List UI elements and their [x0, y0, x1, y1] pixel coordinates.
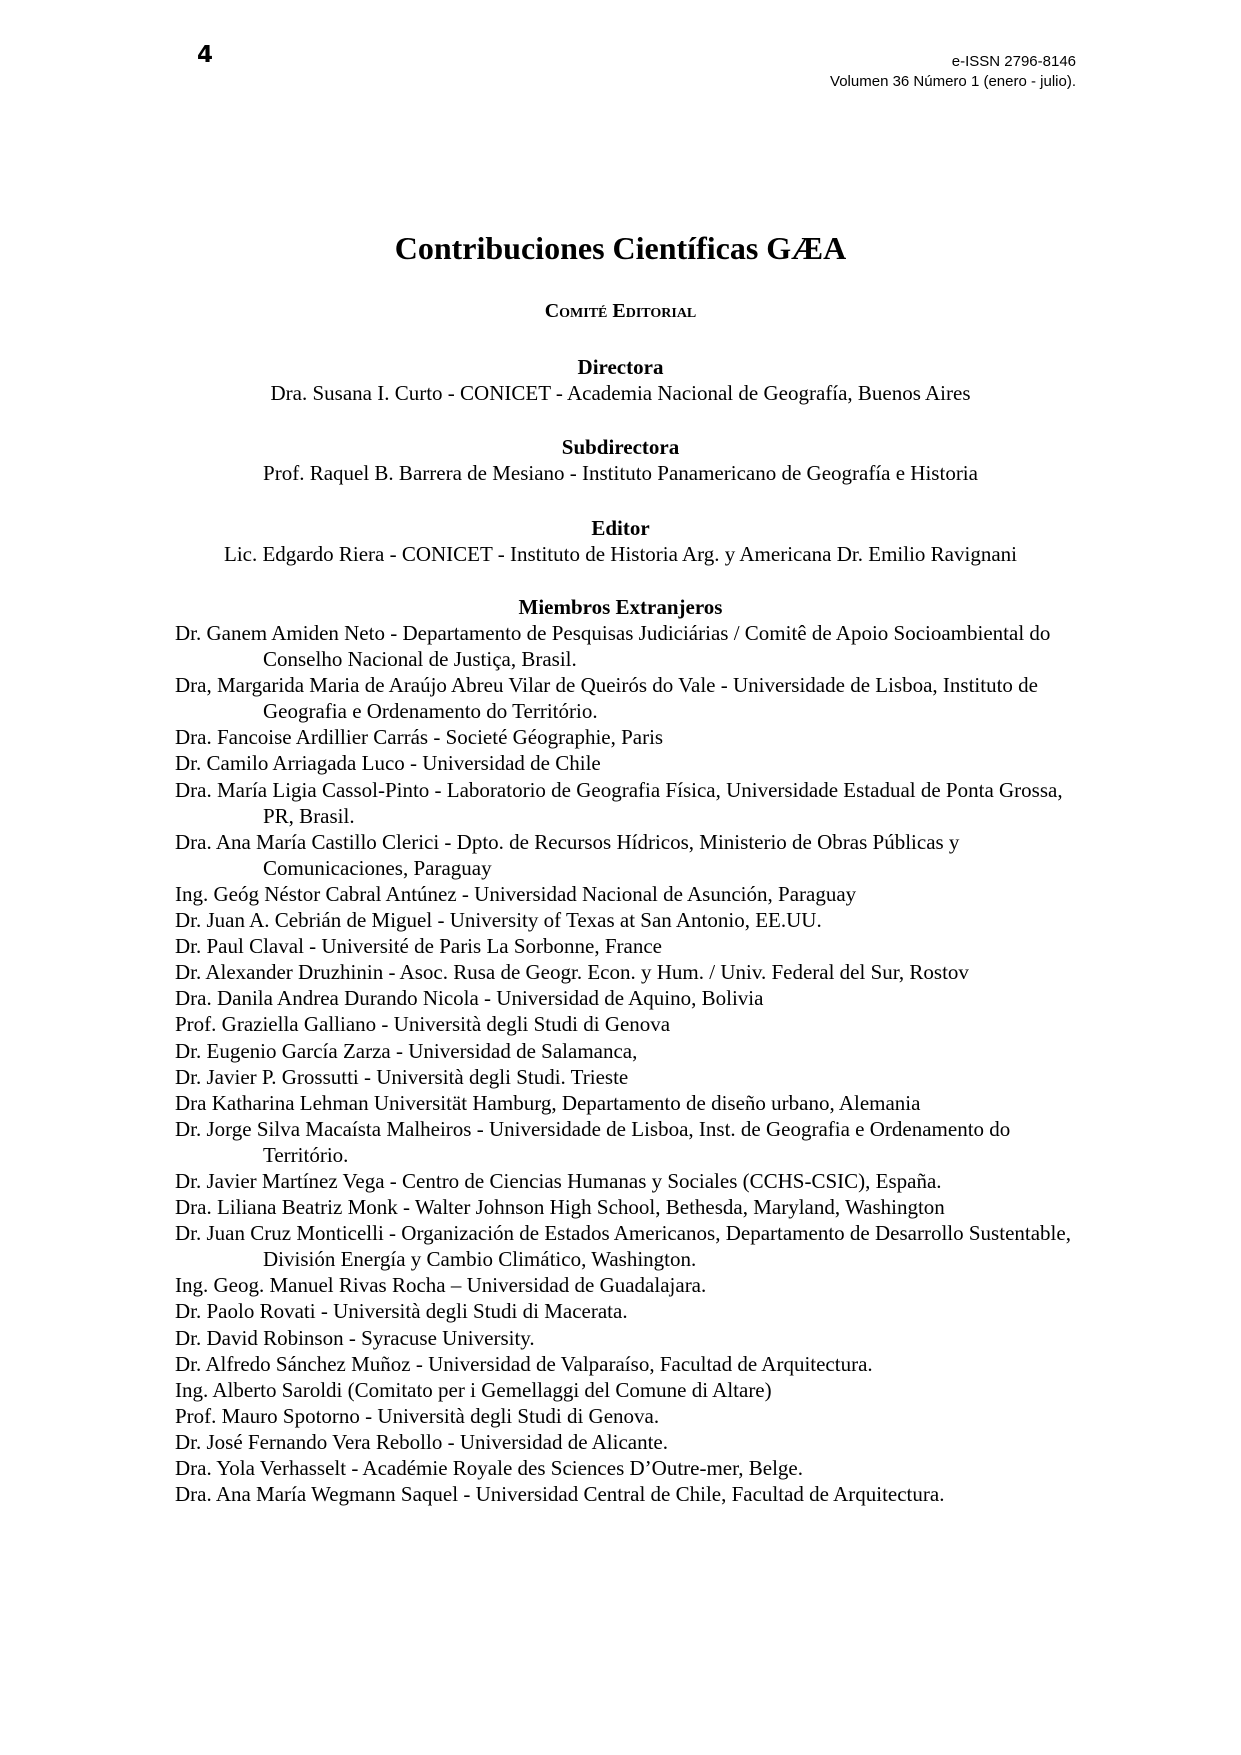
list-item: Dra. Liliana Beatriz Monk - Walter Johnson High School, Bethesda, Maryland, Washington	[175, 1195, 945, 1220]
list-item: Prof. Graziella Galliano - Università degli Studi di Genova	[175, 1012, 671, 1037]
list-item: Dr. Alfredo Sánchez Muñoz - Universidad de Valparaíso, Facultad de Arquitectura.	[175, 1351, 873, 1376]
page-title: Contribuciones Científicas GÆA	[394, 230, 847, 266]
subdirectora-heading: Subdirectora	[561, 435, 680, 459]
list-item: Ing. Alberto Saroldi (Comitato per i Gemellaggi del Comune di Altare)	[175, 1377, 772, 1402]
list-item: Dr. Alexander Druzhinin - Asoc. Rusa de Geogr. Econ. y Hum. / Univ. Federal del Sur, Rostov	[175, 960, 969, 985]
subdirectora-name: Prof. Raquel B. Barrera de Mesiano - Instituto Panamericano de Geografía e Historia	[263, 461, 978, 485]
list-item: Dr. Eugenio García Zarza - Universidad de Salamanca,	[175, 1038, 638, 1063]
list-item: Dr. Jorge Silva Macaísta Malheiros - Universidade de Lisboa, Inst. de Geografia e Ordenamento do Território.	[175, 1116, 1011, 1167]
committee-heading: Comité Editorial	[544, 300, 697, 322]
list-item: Dr. Ganem Amiden Neto - Departamento de Pesquisas Judiciárias / Comitê de Apoio Socioambiental do Conselho Nacional de Justiça, Brasil.	[175, 621, 1051, 672]
list-item: Dra. María Ligia Cassol-Pinto - Laboratorio de Geografia Física, Universidade Estadual de Ponta Grossa, PR, Brasil.	[175, 777, 1063, 828]
issn-text: e-ISSN 2796-8146	[951, 53, 1076, 70]
directora-heading: Directora	[577, 355, 664, 379]
list-item: Dr. Javier P. Grossutti - Università degli Studi. Trieste	[175, 1064, 629, 1089]
journal-header	[830, 52, 1076, 92]
list-item: Dra. Ana María Wegmann Saquel - Universidad Central de Chile, Facultad de Arquitectura.	[175, 1482, 945, 1507]
members-heading: Miembros Extranjeros	[518, 595, 723, 619]
list-item: Dra. Yola Verhasselt - Académie Royale des Sciences D’Outre-mer, Belge.	[175, 1456, 804, 1480]
directora-name: Dra. Susana I. Curto - CONICET - Academia Nacional de Geografía, Buenos Aires	[270, 381, 971, 405]
list-item: Dr. Juan A. Cebrián de Miguel - University of Texas at San Antonio, EE.UU.	[175, 908, 822, 933]
list-item: Prof. Mauro Spotorno - Università degli Studi di Genova.	[175, 1403, 660, 1428]
list-item: Dra. Fancoise Ardillier Carrás - Societé Géographie, Paris	[175, 725, 664, 750]
editor-section	[0, 515, 1241, 567]
list-item: Dr. Paolo Rovati - Università degli Studi di Macerata.	[175, 1299, 628, 1324]
list-item: Dr. Javier Martínez Vega - Centro de Ciencias Humanas y Sociales (CCHS-CSIC), España.	[175, 1168, 942, 1193]
members-list	[175, 620, 1075, 1507]
subdirectora-section	[0, 434, 1241, 486]
list-item: Ing. Geog. Manuel Rivas Rocha – Universidad de Guadalajara.	[175, 1273, 707, 1298]
volume-text: Volumen 36 Número 1 (enero - julio).	[830, 73, 1076, 90]
editor-heading: Editor	[591, 516, 650, 540]
page-number: 4	[197, 42, 214, 68]
list-item: Dr. David Robinson - Syracuse University.	[175, 1325, 535, 1350]
list-item: Dr. Paul Claval - Université de Paris La Sorbonne, France	[175, 934, 662, 959]
list-item: Dra. Danila Andrea Durando Nicola - Universidad de Aquino, Bolivia	[175, 986, 764, 1011]
directora-section	[0, 354, 1241, 406]
list-item: Dra. Ana María Castillo Clerici - Dpto. de Recursos Hídricos, Ministerio de Obras Públicas y Comunicaciones, Paraguay	[175, 829, 960, 880]
list-item: Dra, Margarida Maria de Araújo Abreu Vilar de Queirós do Vale - Universidade de Lisboa, Instituto de Geografia e Ordenamento do Território.	[175, 673, 1038, 724]
list-item: Dra Katharina Lehman Universität Hamburg, Departamento de diseño urbano, Alemania	[175, 1090, 921, 1115]
editor-name: Lic. Edgardo Riera - CONICET - Instituto de Historia Arg. y Americana Dr. Emilio Ravignani	[224, 542, 1017, 566]
list-item: Dr. José Fernando Vera Rebollo - Universidad de Alicante.	[175, 1429, 668, 1454]
list-item: Ing. Geóg Néstor Cabral Antúnez - Universidad Nacional de Asunción, Paraguay	[175, 881, 857, 906]
list-item: Dr. Juan Cruz Monticelli - Organización de Estados Americanos, Departamento de Desarrollo Sustentable, División Energía y Cambio Climático, Washington.	[175, 1221, 1071, 1272]
list-item: Dr. Camilo Arriagada Luco - Universidad de Chile	[175, 751, 601, 776]
